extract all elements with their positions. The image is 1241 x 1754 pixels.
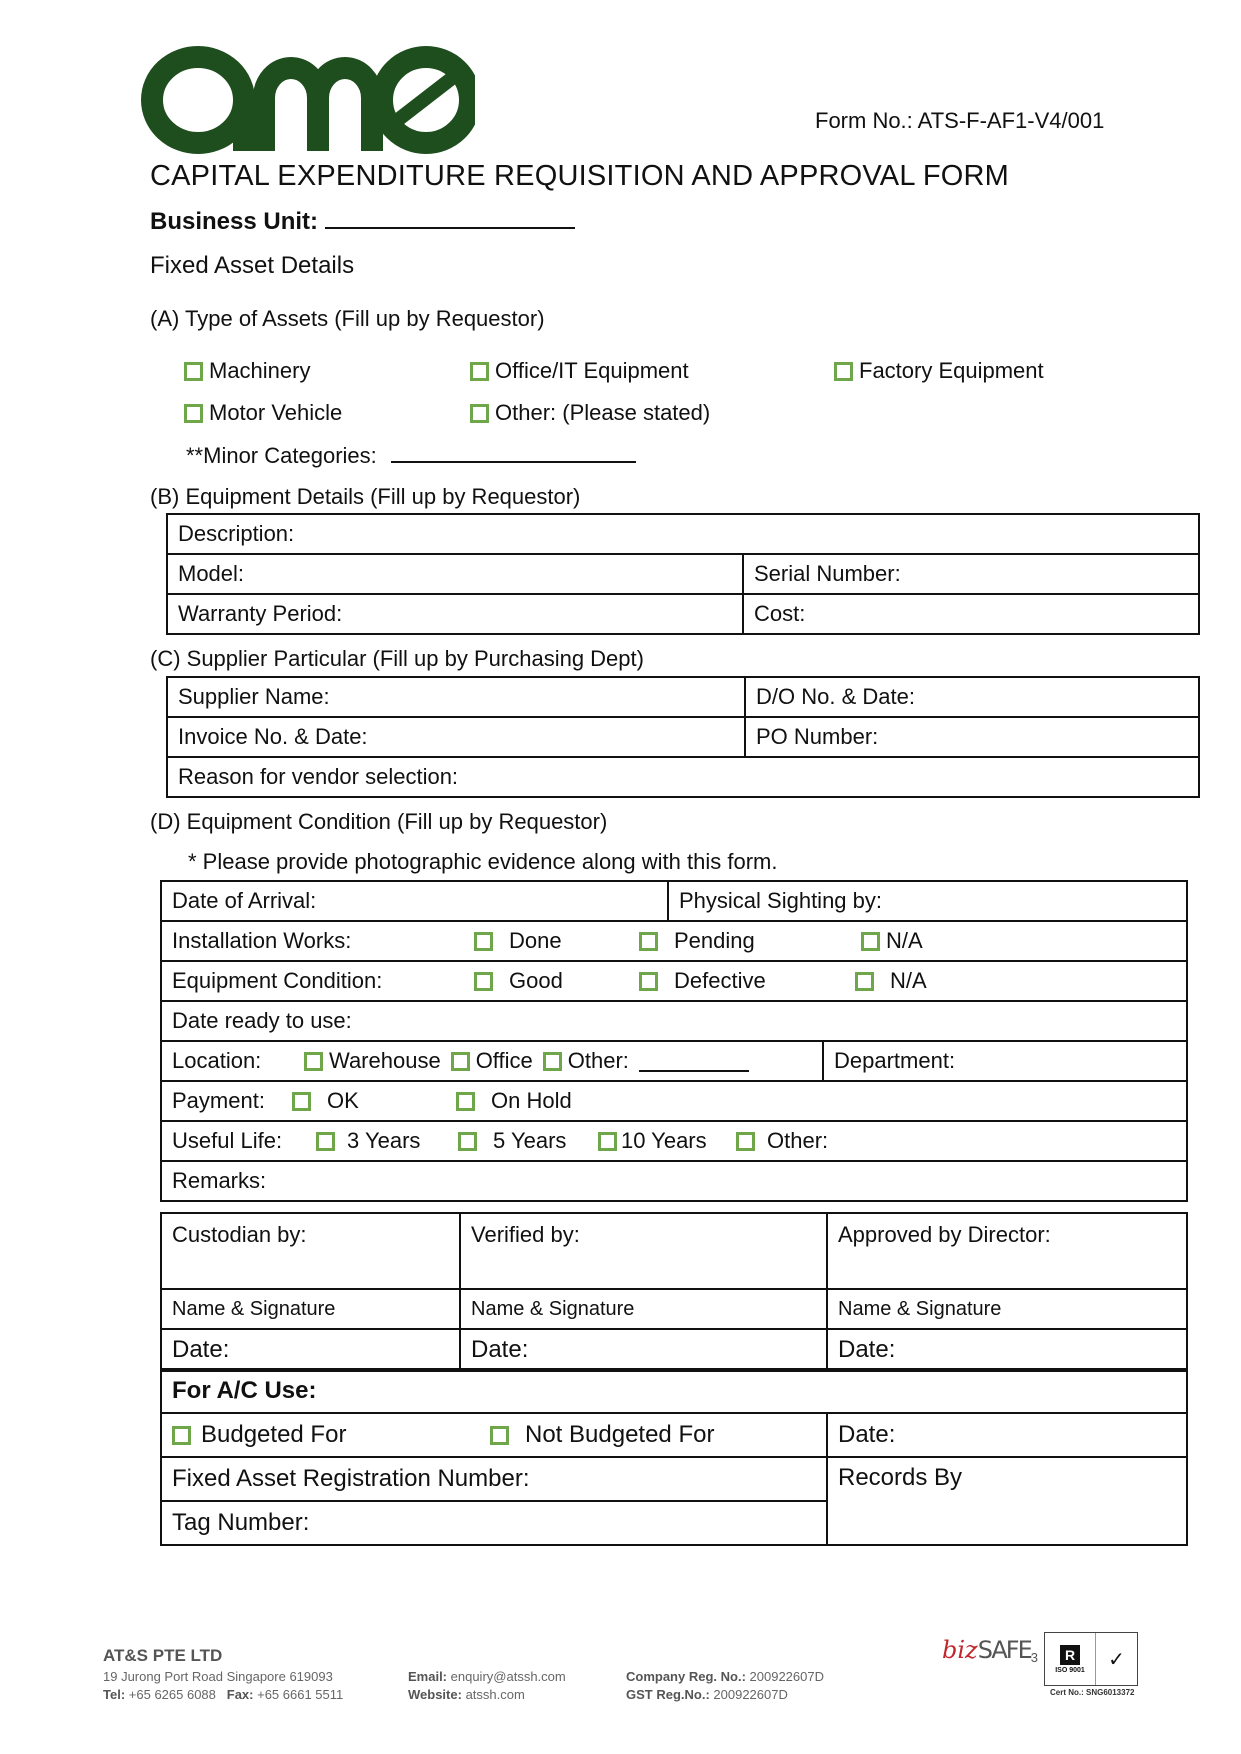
checkbox-icon[interactable] [639,972,658,991]
approved-signature-label: Name & Signature [827,1289,1187,1329]
payment-row: Payment: OK On Hold [161,1081,1187,1121]
checkbox-icon[interactable] [458,1132,477,1151]
section-b-title: (B) Equipment Details (Fill up by Requestor) [150,484,581,509]
checkbox-icon[interactable] [451,1052,470,1071]
fixed-asset-details-heading: Fixed Asset Details [150,252,355,279]
cost-field[interactable]: Cost: [743,594,1199,634]
checkbox-icon[interactable] [184,404,203,423]
physical-sighting-field[interactable]: Physical Sighting by: [668,881,1187,921]
verified-signature-label: Name & Signature [460,1289,827,1329]
department-field[interactable]: Department: [823,1041,1187,1081]
checkbox-icon[interactable] [490,1426,509,1445]
remarks-field[interactable]: Remarks: [161,1161,1187,1201]
minor-categories-field[interactable]: **Minor Categories: [186,443,636,469]
warranty-field[interactable]: Warranty Period: [167,594,743,634]
checkbox-icon[interactable] [316,1132,335,1151]
business-unit-label: Business Unit: [150,208,319,235]
useful-life-row: Useful Life: 3 Years 5 Years 10 Years Other: [161,1121,1187,1161]
condition-row: Equipment Condition: Good Defective N/A [161,961,1187,1001]
option-factory[interactable]: Factory Equipment [834,358,1044,384]
checkbox-icon[interactable] [855,972,874,991]
invoice-field[interactable]: Invoice No. & Date: [167,717,745,757]
iso-certification-badge: R ISO 9001 ✓ [1044,1632,1138,1686]
checkbox-icon[interactable] [639,932,658,951]
ac-use-table [160,1368,1188,1546]
footer-phone: Tel: +65 6265 6088 Fax: +65 6661 5511 [103,1687,344,1702]
condition-defective[interactable]: Defective [639,968,855,994]
footer-email: Email: enquiry@atssh.com [408,1669,566,1684]
option-other[interactable]: Other: (Please stated) [470,400,710,426]
checkbox-icon[interactable] [736,1132,755,1151]
payment-on-hold[interactable]: On Hold [456,1088,572,1114]
option-machinery[interactable]: Machinery [184,358,310,384]
photo-evidence-note: * Please provide photographic evidence along with this form. [188,849,778,874]
verified-field[interactable]: Verified by: [460,1213,827,1289]
verified-date-field[interactable]: Date: [460,1329,827,1371]
footer-website: Website: atssh.com [408,1687,525,1702]
footer-gst-reg: GST Reg.No.: 200922607D [626,1687,788,1702]
do-no-field[interactable]: D/O No. & Date: [745,677,1199,717]
description-field[interactable]: Description: [167,514,1199,554]
location-row: Location: Warehouse Office Other: [161,1041,823,1081]
supplier-table [166,676,1200,798]
installation-pending[interactable]: Pending [639,928,861,954]
location-other-blank[interactable] [639,1050,749,1072]
budgeted-for-option[interactable]: Budgeted For [172,1421,490,1449]
installation-done[interactable]: Done [474,928,639,954]
footer-address: 19 Jurong Port Road Singapore 619093 [103,1669,333,1684]
date-ready-field[interactable]: Date ready to use: [161,1001,1187,1041]
section-c-title: (C) Supplier Particular (Fill up by Purchasing Dept) [150,646,644,671]
location-other[interactable]: Other: [543,1048,749,1074]
option-motor-vehicle[interactable]: Motor Vehicle [184,400,342,426]
ame-logo [140,38,475,154]
tag-number-field[interactable]: Tag Number: [161,1501,827,1545]
checkbox-icon[interactable] [184,362,203,381]
budget-row [161,1413,827,1457]
checkbox-icon[interactable] [598,1132,617,1151]
model-field[interactable]: Model: [167,554,743,594]
checkbox-icon[interactable] [304,1052,323,1071]
serial-number-field[interactable]: Serial Number: [743,554,1199,594]
business-unit-blank[interactable] [325,227,575,229]
checkbox-icon[interactable] [172,1426,191,1445]
checkbox-icon[interactable] [474,932,493,951]
approved-date-field[interactable]: Date: [827,1329,1187,1371]
lr-logo-icon: R [1060,1645,1080,1665]
useful-life-other[interactable]: Other: [736,1128,828,1154]
checkbox-icon[interactable] [292,1092,311,1111]
footer-company-reg: Company Reg. No.: 200922607D [626,1669,824,1684]
useful-life-10[interactable]: 10 Years [598,1128,736,1154]
equipment-condition-table [160,880,1188,1202]
vendor-reason-field[interactable]: Reason for vendor selection: [167,757,1199,797]
approved-field[interactable]: Approved by Director: [827,1213,1187,1289]
far-number-field[interactable]: Fixed Asset Registration Number: [161,1457,827,1501]
ukas-checkmark-icon: ✓ [1108,1648,1125,1671]
location-office[interactable]: Office [451,1048,533,1074]
checkbox-icon[interactable] [474,972,493,991]
ac-use-title: For A/C Use: [161,1369,1187,1413]
checkbox-icon[interactable] [834,362,853,381]
section-a-title: (A) Type of Assets (Fill up by Requestor) [150,306,545,331]
condition-na[interactable]: N/A [855,968,927,994]
footer-company: AT&S PTE LTD [103,1646,223,1665]
condition-good[interactable]: Good [474,968,639,994]
records-by-field[interactable]: Records By [827,1457,1187,1545]
equipment-details-table [166,513,1200,635]
signature-table [160,1212,1188,1372]
date-of-arrival-field[interactable]: Date of Arrival: [161,881,668,921]
installation-row: Installation Works: Done Pending N/A [161,921,1187,961]
location-warehouse[interactable]: Warehouse [304,1048,441,1074]
form-number: Form No.: ATS-F-AF1-V4/001 [815,108,1105,133]
po-number-field[interactable]: PO Number: [745,717,1199,757]
not-budgeted-option[interactable]: Not Budgeted For [490,1421,714,1449]
useful-life-3[interactable]: 3 Years [316,1128,458,1154]
payment-ok[interactable]: OK [292,1088,456,1114]
minor-categories-blank[interactable] [391,461,636,463]
checkbox-icon[interactable] [470,362,489,381]
checkbox-icon[interactable] [543,1052,562,1071]
checkbox-icon[interactable] [861,932,880,951]
supplier-name-field[interactable]: Supplier Name: [167,677,745,717]
ac-date-field[interactable]: Date: [827,1413,1187,1457]
bizsafe-logo: bizSAFE$_3$ [942,1636,1038,1666]
custodian-date-field[interactable]: Date: [161,1329,460,1371]
custodian-signature-label: Name & Signature [161,1289,460,1329]
custodian-field[interactable]: Custodian by: [161,1213,460,1289]
checkbox-icon[interactable] [456,1092,475,1111]
checkbox-icon[interactable] [470,404,489,423]
section-d-title: (D) Equipment Condition (Fill up by Requestor) [150,809,608,834]
business-unit-field[interactable] [150,208,575,236]
cert-number: Cert No.: SNG6013372 [1050,1688,1135,1697]
page-title: CAPITAL EXPENDITURE REQUISITION AND APPROVAL FORM [150,160,1010,192]
option-office-it[interactable]: Office/IT Equipment [470,358,689,384]
useful-life-5[interactable]: 5 Years [458,1128,598,1154]
installation-na[interactable]: N/A [861,928,923,954]
